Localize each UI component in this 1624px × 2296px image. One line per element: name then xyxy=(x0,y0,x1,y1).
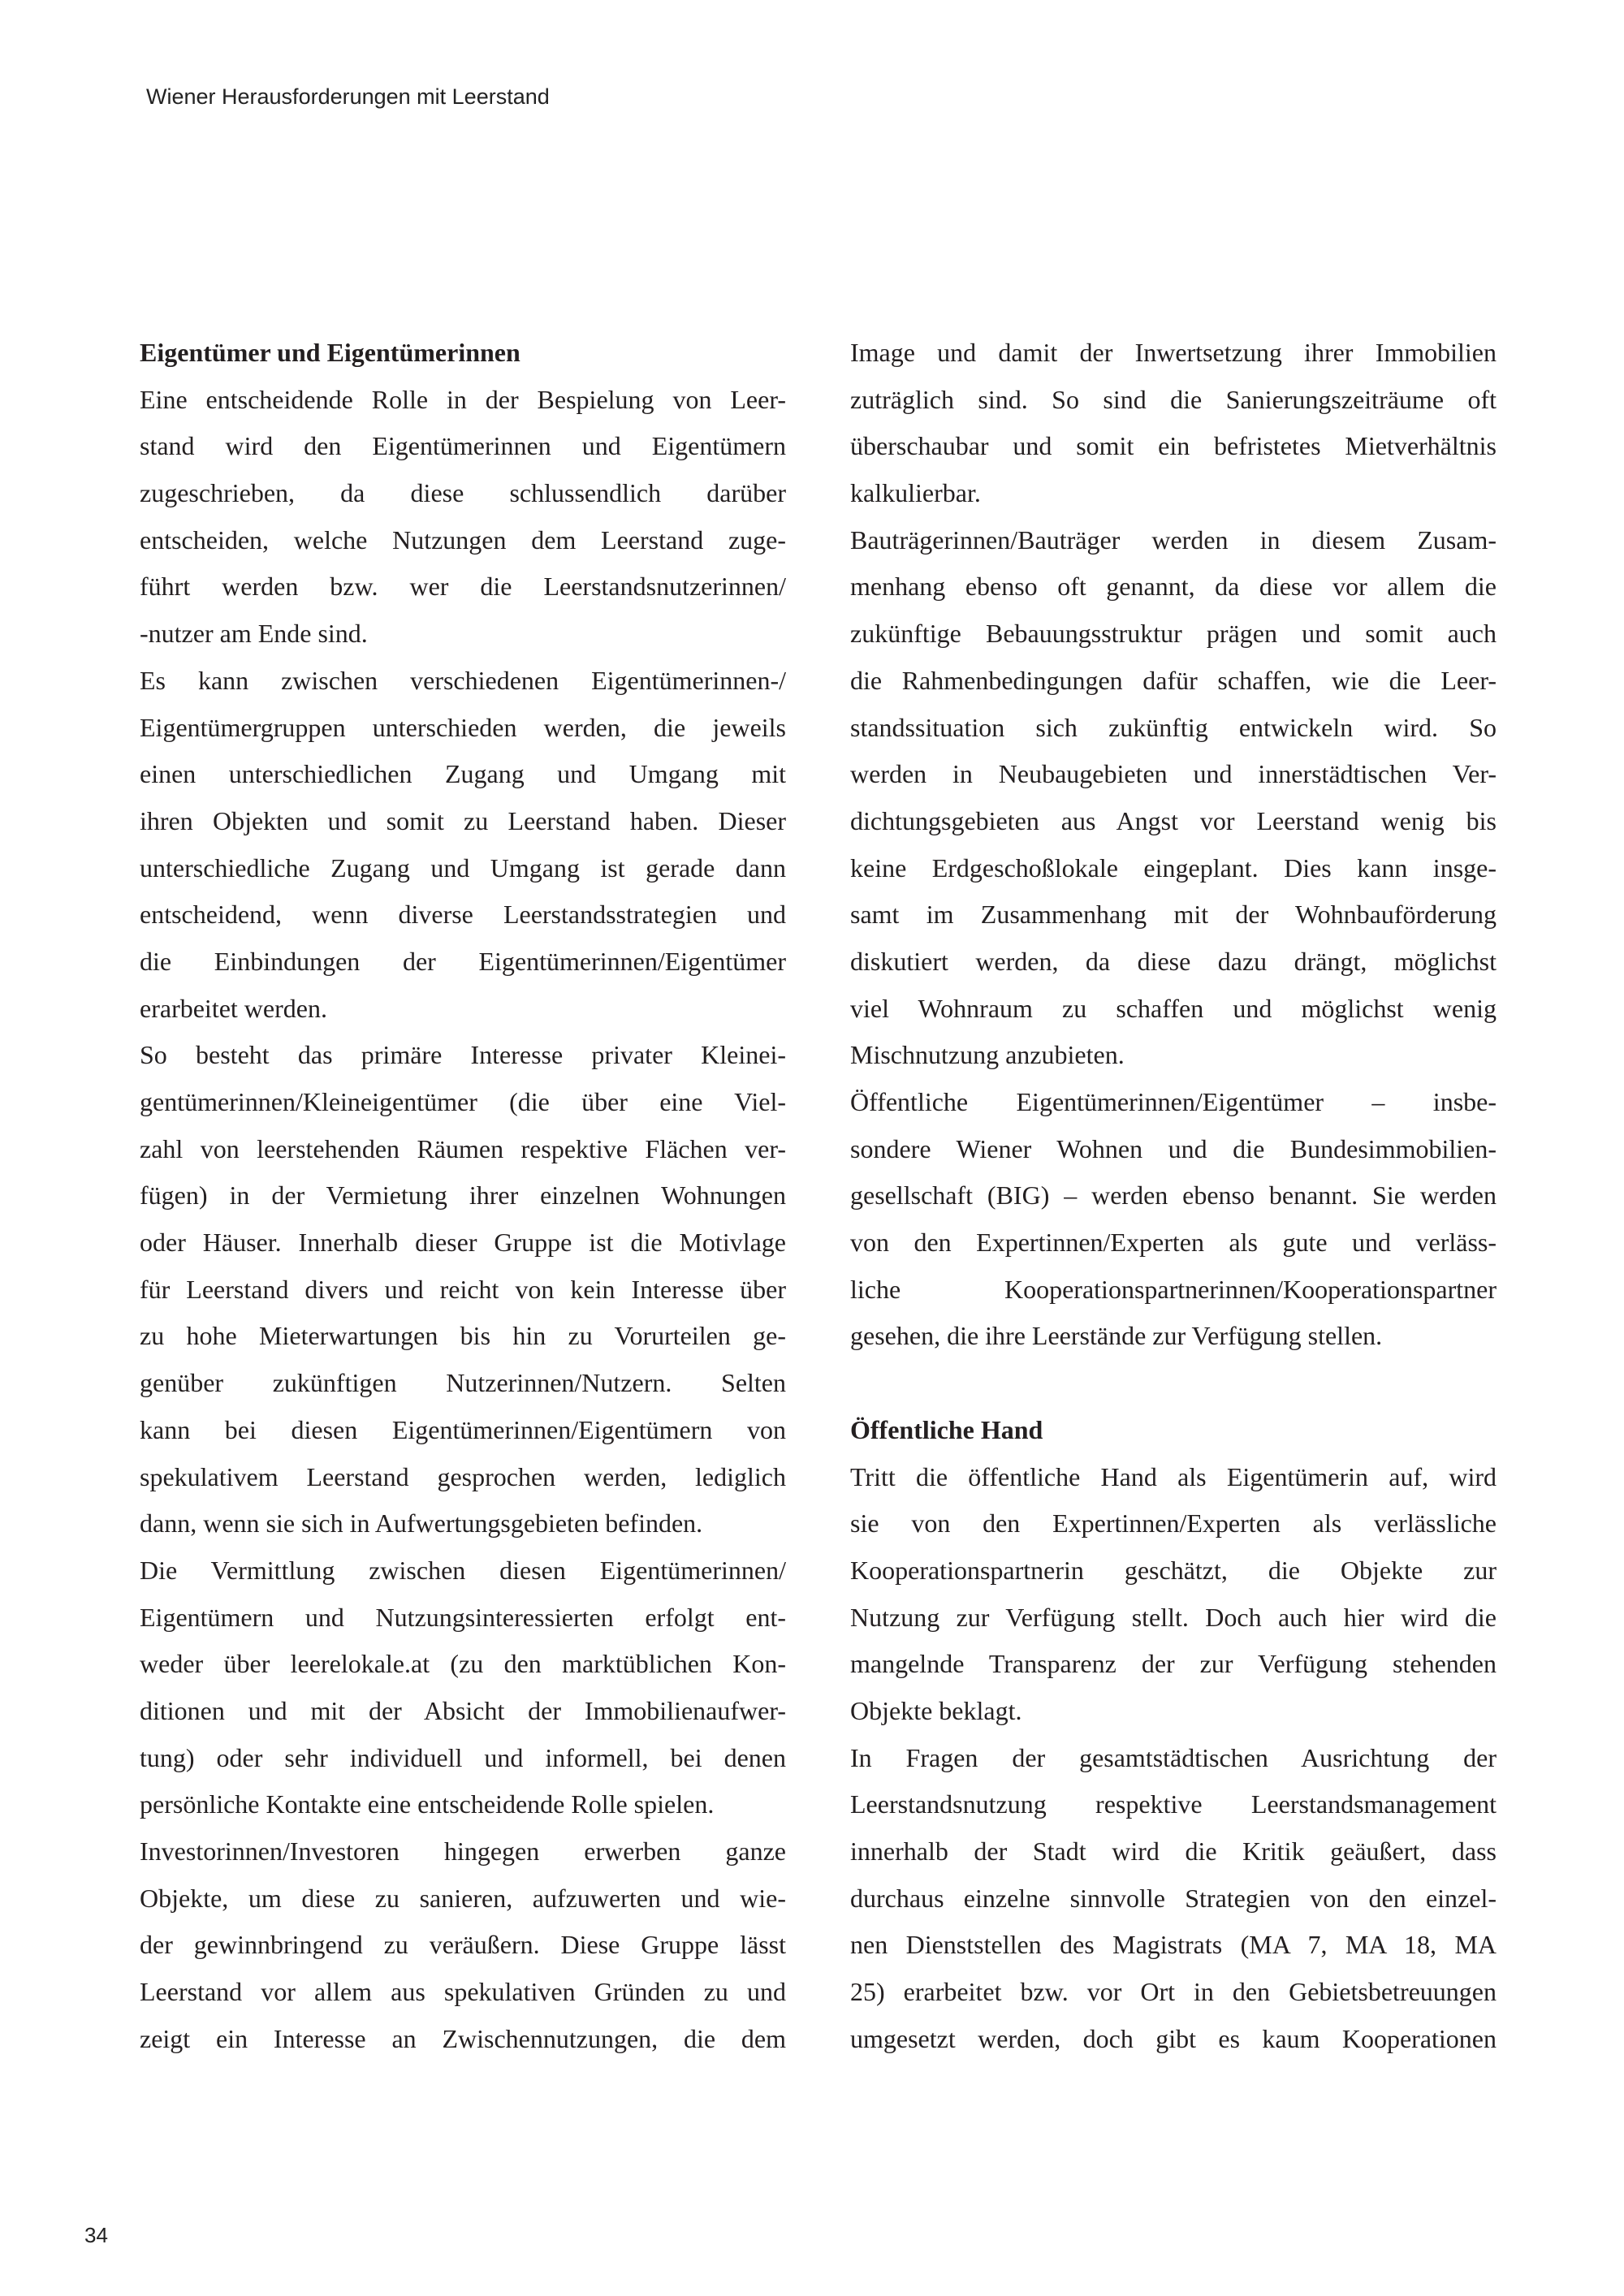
text-line: Eine entscheidende Rolle in der Bespielung von Leer- xyxy=(140,384,786,414)
text-line: unterschiedliche Zugang und Umgang ist gerade dann xyxy=(140,852,786,883)
text-line: zukünftige Bebauungsstruktur prägen und somit auch xyxy=(850,619,1497,649)
text-line: Bauträgerinnen/Bauträger werden in diesem Zusam- xyxy=(850,524,1497,555)
text-line: standssituation sich zukünftig entwickeln wird. So xyxy=(850,712,1497,742)
text-line: zugeschrieben, da diese schlussendlich darüber xyxy=(140,478,786,508)
text-line: zeigt ein Interesse an Zwischennutzungen, die dem xyxy=(140,2023,786,2053)
heading-text: Öffentliche Hand xyxy=(850,1414,1043,1444)
text-line: von den Expertinnen/Experten als gute und verläss- xyxy=(850,1228,1497,1258)
text-line: samt im Zusammenhang mit der Wohnbauförderung xyxy=(850,900,1497,930)
text-line: Objekte, um diese zu sanieren, aufzuwerten und wie- xyxy=(140,1883,786,1913)
text-line: spekulativem Leerstand gesprochen werden, lediglich xyxy=(140,1461,786,1491)
text-line: Eigentümergruppen unterschieden werden, die jeweils xyxy=(140,712,786,742)
text-line: Eigentümern und Nutzungsinteressierten erfolgt ent- xyxy=(140,1602,786,1632)
text-column-right xyxy=(850,330,1497,2062)
text-line: zahl von leerstehenden Räumen respektive Flächen ver- xyxy=(140,1133,786,1163)
text-line: mangelnde Transparenz der zur Verfügung stehenden xyxy=(850,1649,1497,1679)
paragraph xyxy=(850,517,1497,1079)
text-line: ihren Objekten und somit zu Leerstand haben. Dieser xyxy=(140,805,786,835)
text-line: tung) oder sehr individuell und informell, bei denen xyxy=(140,1742,786,1772)
text-line: führt werden bzw. wer die Leerstandsnutzerinnen/ xyxy=(140,572,786,602)
text-line: gesellschaft (BIG) – werden ebenso benannt. Sie werden xyxy=(850,1180,1497,1211)
text-column-left xyxy=(140,330,786,2062)
text-line: diskutiert werden, da diese dazu drängt, möglichst xyxy=(850,946,1497,976)
text-line: stand wird den Eigentümerinnen und Eigentümern xyxy=(140,431,786,461)
section-heading xyxy=(140,330,786,377)
text-line: nen Dienststellen des Magistrats (MA 7, MA 18, MA xyxy=(850,1930,1497,1960)
spacer xyxy=(850,1360,1497,1407)
text-line: Leerstand vor allem aus spekulativen Gründen zu und xyxy=(140,1977,786,2007)
text-line: Öffentliche Eigentümerinnen/Eigentümer – insbe- xyxy=(850,1087,1497,1116)
section-heading xyxy=(850,1407,1497,1454)
text-line: genüber zukünftigen Nutzerinnen/Nutzern. Selten xyxy=(140,1368,786,1398)
text-line: oder Häuser. Innerhalb dieser Gruppe ist die Motivlage xyxy=(140,1228,786,1258)
text-line: keine Erdgeschoßlokale eingeplant. Dies kann insge- xyxy=(850,852,1497,883)
text-line: gesehen, die ihre Leerstände zur Verfügung stellen. xyxy=(850,1321,1383,1351)
paragraph xyxy=(850,1735,1497,2063)
text-line: dann, wenn sie sich in Aufwertungsgebieten befinden. xyxy=(140,1508,703,1539)
text-line: kann bei diesen Eigentümerinnen/Eigentümern von xyxy=(140,1414,786,1444)
text-line: In Fragen der gesamtstädtischen Ausrichtung der xyxy=(850,1742,1497,1772)
text-line: sie von den Expertinnen/Experten als verlässliche xyxy=(850,1508,1497,1539)
paragraph xyxy=(140,377,786,658)
text-line: liche Kooperationspartnerinnen/Kooperationspartner xyxy=(850,1274,1497,1304)
text-line: Mischnutzung anzubieten. xyxy=(850,1040,1125,1070)
text-line: menhang ebenso oft genannt, da diese vor allem die xyxy=(850,572,1497,602)
paragraph xyxy=(140,1828,786,2062)
running-head: Wiener Herausforderungen mit Leerstand xyxy=(146,84,550,109)
text-line: die Rahmenbedingungen dafür schaffen, wie die Leer- xyxy=(850,665,1497,695)
text-line: Kooperationspartnerin geschätzt, die Objekte zur xyxy=(850,1555,1497,1585)
text-line: Nutzung zur Verfügung stellt. Doch auch hier wird die xyxy=(850,1602,1497,1632)
text-line: So besteht das primäre Interesse privater Kleinei- xyxy=(140,1040,786,1070)
text-line: Es kann zwischen verschiedenen Eigentümerinnen-/ xyxy=(140,665,786,695)
text-line: Objekte beklagt. xyxy=(850,1695,1022,1725)
text-line: fügen) in der Vermietung ihrer einzelnen Wohnungen xyxy=(140,1180,786,1211)
text-line: zuträglich sind. So sind die Sanierungszeiträume oft xyxy=(850,384,1497,414)
paragraph xyxy=(140,658,786,1033)
text-line: werden in Neubaugebieten und innerstädtischen Ver- xyxy=(850,759,1497,789)
paragraph xyxy=(850,1079,1497,1360)
paragraph xyxy=(850,330,1497,517)
text-line: Tritt die öffentliche Hand als Eigentümerin auf, wird xyxy=(850,1461,1497,1491)
paragraph xyxy=(140,1032,786,1547)
text-line: weder über leerelokale.at (zu den marktüblichen Kon- xyxy=(140,1649,786,1679)
text-line: dichtungsgebieten aus Angst vor Leerstand wenig bis xyxy=(850,805,1497,835)
text-line: für Leerstand divers und reicht von kein Interesse über xyxy=(140,1274,786,1304)
text-line: 25) erarbeitet bzw. vor Ort in den Gebietsbetreuungen xyxy=(850,1977,1497,2007)
text-line: entscheiden, welche Nutzungen dem Leerstand zuge- xyxy=(140,524,786,555)
text-line: die Einbindungen der Eigentümerinnen/Eigentümer xyxy=(140,946,786,976)
text-line: entscheidend, wenn diverse Leerstandsstrategien und xyxy=(140,900,786,930)
text-line: Investorinnen/Investoren hingegen erwerben ganze xyxy=(140,1836,786,1866)
paragraph xyxy=(140,1547,786,1828)
text-line: Die Vermittlung zwischen diesen Eigentümerinnen/ xyxy=(140,1555,786,1585)
text-line: durchaus einzelne sinnvolle Strategien von den einzel- xyxy=(850,1883,1497,1913)
text-line: -nutzer am Ende sind. xyxy=(140,619,368,649)
heading-text: Eigentümer und Eigentümerinnen xyxy=(140,338,520,367)
text-line: zu hohe Mieterwartungen bis hin zu Vorurteilen ge- xyxy=(140,1321,786,1351)
page-number: 34 xyxy=(84,2223,108,2247)
text-line: der gewinnbringend zu veräußern. Diese Gruppe lässt xyxy=(140,1930,786,1960)
text-line: innerhalb der Stadt wird die Kritik geäußert, dass xyxy=(850,1836,1497,1866)
text-line: gentümerinnen/Kleineigentümer (die über eine Viel- xyxy=(140,1087,786,1116)
text-line: Image und damit der Inwertsetzung ihrer Immobilien xyxy=(850,338,1497,367)
text-line: Leerstandsnutzung respektive Leerstandsmanagement xyxy=(850,1789,1497,1819)
text-line: umgesetzt werden, doch gibt es kaum Kooperationen xyxy=(850,2023,1497,2053)
text-line: überschaubar und somit ein befristetes Mietverhältnis xyxy=(850,431,1497,461)
text-line: viel Wohnraum zu schaffen und möglichst wenig xyxy=(850,993,1497,1023)
text-line: sondere Wiener Wohnen und die Bundesimmobilien- xyxy=(850,1133,1497,1163)
text-line: kalkulierbar. xyxy=(850,478,981,508)
text-line: persönliche Kontakte eine entscheidende Rolle spielen. xyxy=(140,1789,715,1819)
paragraph xyxy=(850,1454,1497,1735)
text-line: einen unterschiedlichen Zugang und Umgang mit xyxy=(140,759,786,789)
text-line: erarbeitet werden. xyxy=(140,993,327,1023)
text-line: ditionen und mit der Absicht der Immobilienaufwer- xyxy=(140,1695,786,1725)
